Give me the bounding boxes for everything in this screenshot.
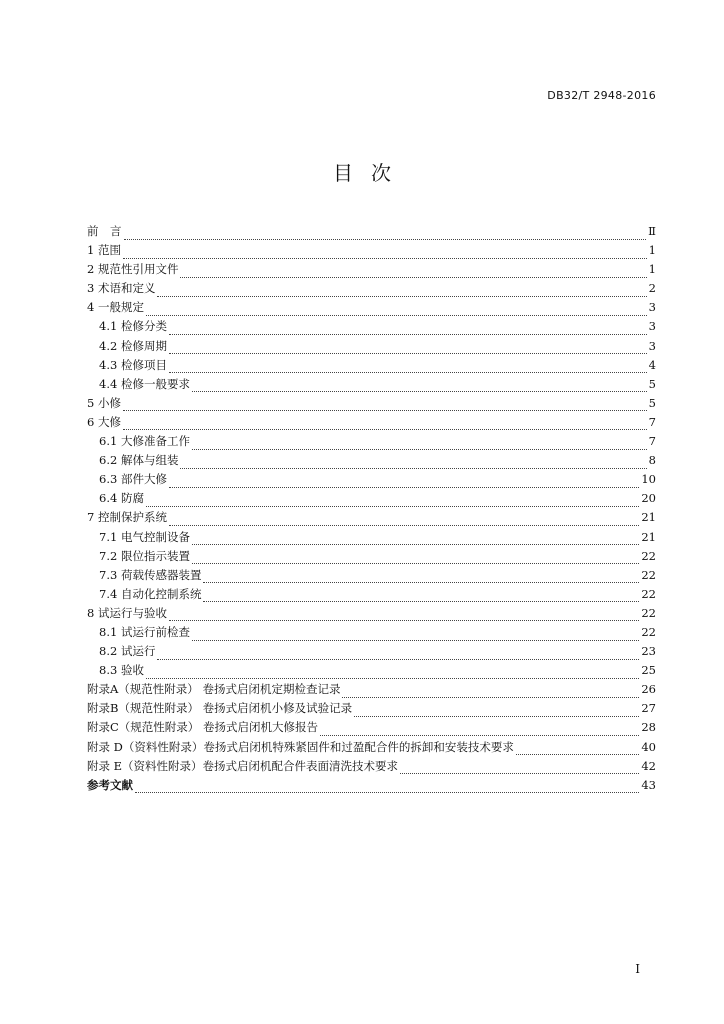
toc-entry-page: 3 [648, 300, 656, 315]
toc-entry[interactable] [87, 279, 656, 298]
toc-entry[interactable] [87, 528, 656, 547]
toc-entry[interactable] [87, 661, 656, 680]
toc-entry[interactable] [87, 699, 656, 718]
toc-leader-dots [192, 533, 639, 545]
toc-entry[interactable] [87, 757, 656, 776]
toc-leader-dots [400, 762, 639, 774]
toc-leader-dots [203, 590, 639, 602]
toc-entry-label: 7.1 电气控制设备 [99, 529, 190, 544]
toc-entry-page: 26 [641, 682, 656, 697]
toc-entry-page: 22 [641, 586, 656, 601]
toc-entry-label: 1 范围 [87, 243, 121, 258]
toc-entry[interactable] [87, 241, 656, 260]
toc-entry-label: 4 一般规定 [87, 300, 144, 315]
toc-entry[interactable] [87, 413, 656, 432]
toc-entry[interactable] [87, 642, 656, 661]
toc-entry-page: 22 [641, 567, 656, 582]
toc-entry-page: 7 [648, 434, 656, 449]
toc-entry-label: 参考文献 [87, 777, 133, 792]
toc-entry-label: 附录 D（资料性附录）卷扬式启闭机特殊紧固件和过盈配合件的拆卸和安装技术要求 [87, 739, 514, 754]
toc-entry-page: 21 [641, 510, 656, 525]
toc-entry-label: 8.1 试运行前检查 [99, 624, 190, 639]
toc-entry-label: 8 试运行与验收 [87, 605, 167, 620]
toc-entry-label: 5 小修 [87, 395, 121, 410]
toc-entry-page: 22 [641, 548, 656, 563]
toc-entry[interactable] [87, 604, 656, 623]
toc-leader-dots [146, 304, 647, 316]
toc-entry-label: 附录B（规范性附录） 卷扬式启闭机小修及试验记录 [87, 701, 353, 716]
toc-entry-page: 22 [641, 624, 656, 639]
toc-entry-page: 42 [641, 758, 656, 773]
toc-entry-page: 40 [641, 739, 656, 754]
toc-entry-page: 8 [648, 453, 656, 468]
toc-entry[interactable] [87, 337, 656, 356]
toc-entry-label: 4.4 检修一般要求 [99, 376, 190, 391]
toc-entry-label: 7 控制保护系统 [87, 510, 167, 525]
toc-leader-dots [123, 418, 647, 430]
toc-entry-page: 3 [648, 319, 656, 334]
toc-entry-page: 3 [648, 338, 656, 353]
toc-entry-label: 前 言 [87, 224, 122, 238]
toc-entry-label: 3 术语和定义 [87, 281, 156, 296]
toc-leader-dots [354, 705, 639, 717]
toc-entry[interactable] [87, 680, 656, 699]
toc-entry-page: 5 [648, 395, 656, 410]
toc-entry[interactable] [87, 222, 656, 241]
toc-leader-dots [180, 457, 646, 469]
toc-entry-label: 6 大修 [87, 414, 121, 429]
toc-entry-label: 7.2 限位指示装置 [99, 548, 190, 563]
toc-entry[interactable] [87, 298, 656, 317]
toc-entry-label: 附录A（规范性附录） 卷扬式启闭机定期检查记录 [87, 682, 341, 697]
toc-leader-dots [169, 342, 647, 354]
toc-leader-dots [203, 571, 639, 583]
toc-entry-label: 8.3 验收 [99, 663, 144, 678]
toc-entry[interactable] [87, 738, 656, 757]
toc-entry-page: 2 [648, 281, 656, 296]
toc-entry-label: 附录C（规范性附录） 卷扬式启闭机大修报告 [87, 720, 318, 735]
toc-entry[interactable] [87, 718, 656, 737]
toc-entry[interactable] [87, 566, 656, 585]
toc-entry-label: 6.4 防腐 [99, 491, 144, 506]
toc-entry-label: 7.4 自动化控制系统 [99, 586, 202, 601]
toc-entry-page: 27 [641, 701, 656, 716]
toc-entry-label: 7.3 荷载传感器装置 [99, 567, 202, 582]
toc-leader-dots [169, 323, 647, 335]
toc-entry-label: 2 规范性引用文件 [87, 262, 179, 277]
toc-entry[interactable] [87, 623, 656, 642]
toc-entry-page: 10 [641, 472, 656, 487]
toc-leader-dots [124, 228, 647, 240]
toc-entry[interactable] [87, 585, 656, 604]
toc-leader-dots [157, 648, 639, 660]
toc-entry-page: 5 [648, 376, 656, 391]
toc-entry-label: 6.2 解体与组装 [99, 453, 179, 468]
toc-leader-dots [123, 247, 647, 259]
table-of-contents [87, 222, 656, 795]
toc-leader-dots [320, 724, 639, 736]
toc-entry-label: 4.1 检修分类 [99, 319, 167, 334]
toc-leader-dots [192, 380, 647, 392]
toc-leader-dots [146, 495, 639, 507]
toc-leader-dots [135, 781, 639, 793]
toc-leader-dots [146, 667, 639, 679]
toc-entry[interactable] [87, 394, 656, 413]
toc-leader-dots [169, 609, 639, 621]
toc-entry[interactable] [87, 375, 656, 394]
toc-entry-page: Ⅱ [648, 224, 656, 238]
toc-leader-dots [342, 686, 639, 698]
toc-entry-label: 6.1 大修准备工作 [99, 434, 190, 449]
toc-entry-page: 7 [648, 414, 656, 429]
toc-entry-page: 20 [641, 491, 656, 506]
toc-entry[interactable] [87, 489, 656, 508]
toc-entry-page: 22 [641, 605, 656, 620]
toc-entry[interactable] [87, 776, 656, 795]
document-code: DB32/T 2948-2016 [547, 89, 656, 102]
toc-entry-page: 4 [648, 357, 656, 372]
toc-leader-dots [516, 743, 639, 755]
toc-entry-label: 8.2 试运行 [99, 644, 156, 659]
toc-entry-label: 4.3 检修项目 [99, 357, 167, 372]
toc-entry[interactable] [87, 317, 656, 336]
toc-entry[interactable] [87, 470, 656, 489]
toc-entry[interactable] [87, 432, 656, 451]
toc-leader-dots [169, 476, 639, 488]
toc-leader-dots [169, 361, 647, 373]
toc-entry[interactable] [87, 260, 656, 279]
toc-entry-label: 6.3 部件大修 [99, 472, 167, 487]
toc-entry[interactable] [87, 508, 656, 527]
page-number: I [635, 962, 640, 976]
toc-entry-page: 1 [648, 262, 656, 277]
toc-leader-dots [192, 552, 639, 564]
toc-leader-dots [180, 266, 646, 278]
toc-entry-page: 43 [641, 777, 656, 792]
page-title: 目次 [333, 161, 409, 185]
toc-entry-page: 25 [641, 663, 656, 678]
toc-entry-page: 1 [648, 243, 656, 258]
toc-entry-page: 23 [641, 644, 656, 659]
toc-entry[interactable] [87, 547, 656, 566]
toc-leader-dots [123, 399, 647, 411]
toc-leader-dots [192, 629, 639, 641]
toc-entry-page: 28 [641, 720, 656, 735]
toc-entry-label: 4.2 检修周期 [99, 338, 167, 353]
toc-entry[interactable] [87, 451, 656, 470]
toc-entry[interactable] [87, 356, 656, 375]
toc-entry-label: 附录 E（资料性附录）卷扬式启闭机配合件表面清洗技术要求 [87, 758, 399, 773]
toc-leader-dots [169, 514, 639, 526]
toc-leader-dots [157, 285, 646, 297]
toc-leader-dots [192, 438, 647, 450]
toc-entry-page: 21 [641, 529, 656, 544]
